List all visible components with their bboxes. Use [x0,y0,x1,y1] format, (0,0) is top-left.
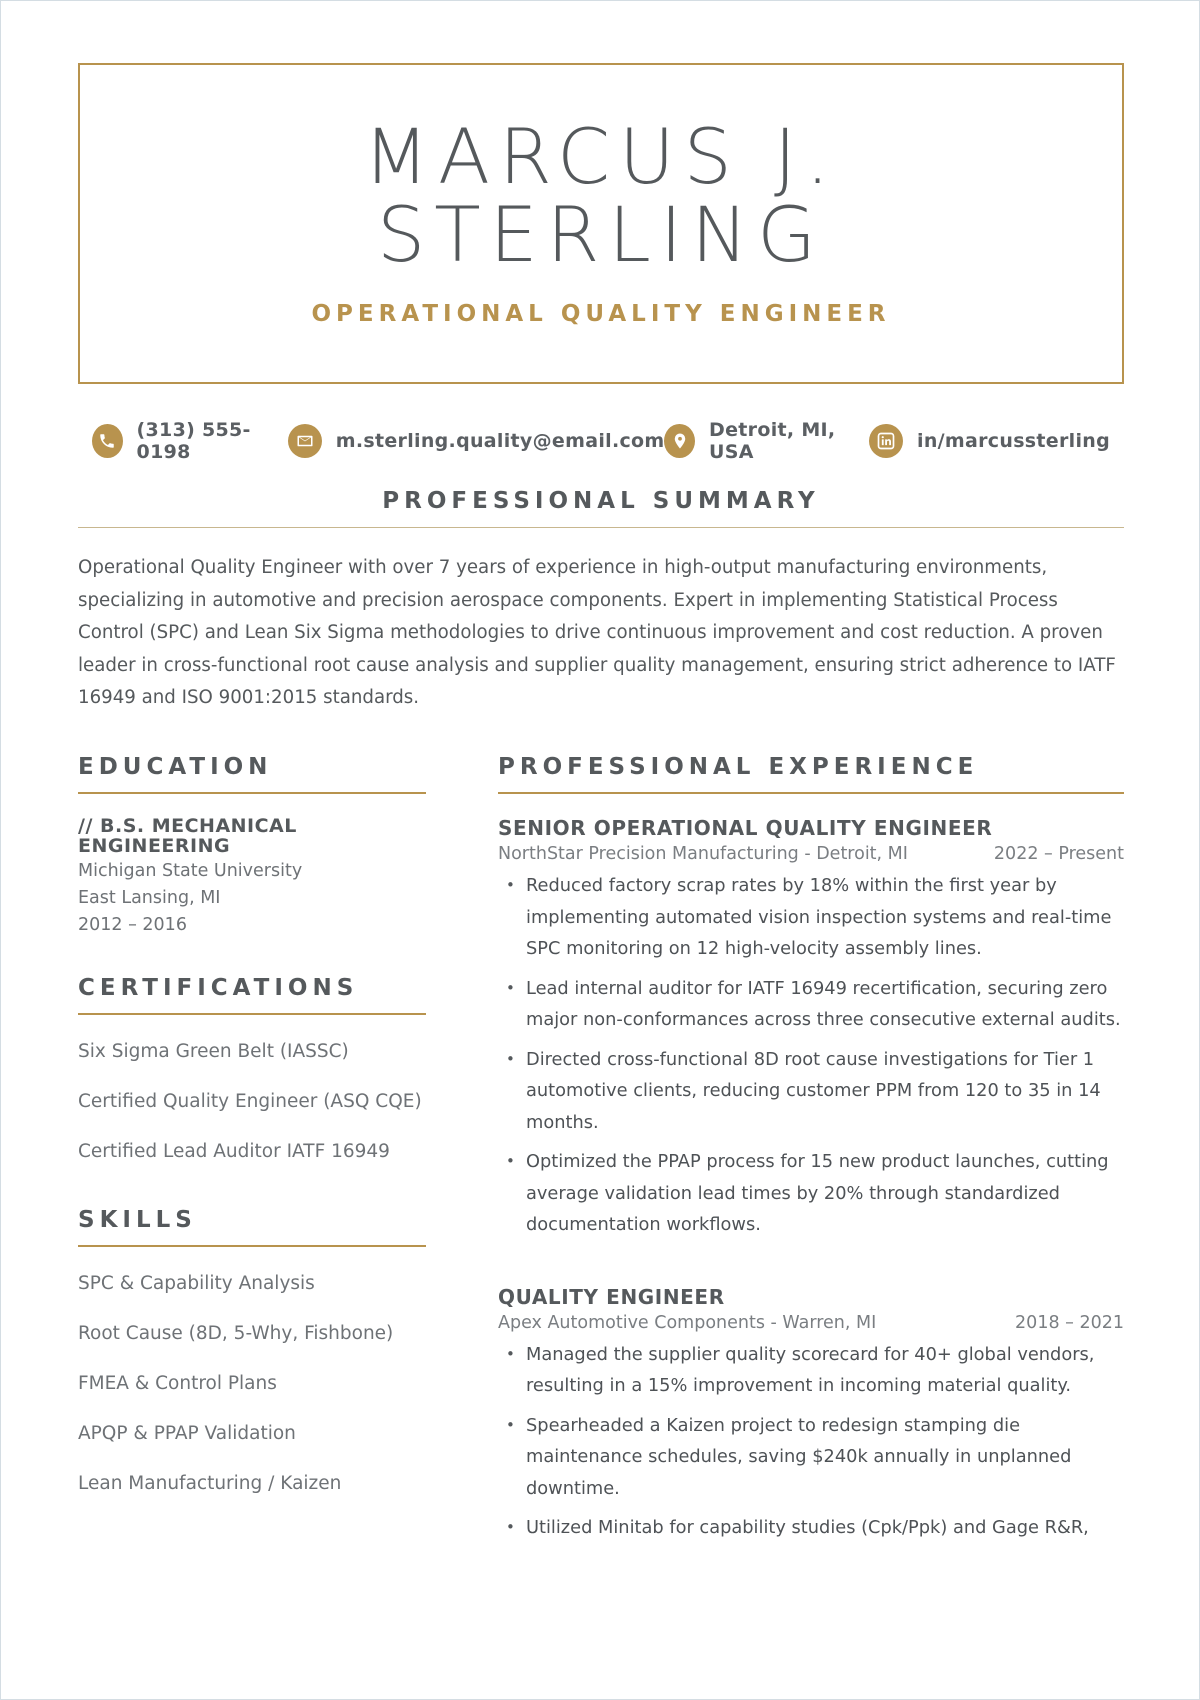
job-dates: 2018 – 2021 [1015,1312,1124,1333]
contact-email[interactable] [288,419,665,463]
linkedin-icon [869,424,903,458]
job-entry [498,1285,1124,1544]
job-bullet: • Directed cross-functional 8D root cause investigations for Tier 1 automotive clients, reducing customer PPM from 120 to 35 in 14 months. [498,1044,1124,1139]
phone-icon [92,424,123,458]
experience-heading: PROFESSIONAL EXPERIENCE [498,754,979,780]
job-title: QUALITY ENGINEER [498,1284,725,1309]
education-degree: // B.S. MECHANICAL ENGINEERING [78,815,297,857]
education-school: Michigan State University [78,861,303,881]
certifications-list [78,1035,426,1169]
contact-phone[interactable] [92,419,288,463]
candidate-name [80,112,1122,279]
right-column [498,754,1124,1544]
education-heading: EDUCATION [78,754,273,780]
left-column [78,754,426,1501]
phone-text: (313) 555-0198 [136,419,251,463]
skills-heading: SKILLS [78,1207,197,1233]
certification-item: Certified Lead Auditor IATF 16949 [78,1141,390,1162]
skill-item: Root Cause (8D, 5-Why, Fishbone) [78,1323,394,1344]
job-bullet: • Lead internal auditor for IATF 16949 recertification, securing zero major non-conformances across three consecutive external audits. [498,973,1124,1036]
map-pin-icon [664,424,695,458]
skill-item: Lean Manufacturing / Kaizen [78,1473,342,1494]
certification-item: Six Sigma Green Belt (IASSC) [78,1041,349,1062]
name-header [78,63,1124,384]
skill-item: APQP & PPAP Validation [78,1423,296,1444]
linkedin-text: in/marcussterling [917,430,1110,452]
job-bullet: • Spearheaded a Kaizen project to redesign stamping die maintenance schedules, saving $240k annually in unplanned downtime. [498,1410,1124,1505]
summary-text: Operational Quality Engineer with over 7 years of experience in high-output manufacturing environments, specializing in automotive and precision aerospace components. Expert in implementing Statistical Process Control (SPC) and Lean Six Sigma methodologies to drive continuous improvement and cost reduction. A proven leader in cross-functional root cause analysis and supplier quality management, ensuring strict adherence to IATF 16949 and ISO 9001:2015 standards. [78,557,1116,708]
job-meta [498,844,1124,864]
education-location: East Lansing, MI [78,888,221,908]
contact-location [664,419,869,463]
summary-heading: PROFESSIONAL SUMMARY [382,488,820,514]
experience-divider [498,792,1124,794]
skill-item: SPC & Capability Analysis [78,1273,315,1294]
job-bullet: • Optimized the PPAP process for 15 new product launches, cutting average validation lead times by 20% through standardized documentation workflows. [498,1146,1124,1241]
certifications-heading: CERTIFICATIONS [78,975,359,1001]
mail-icon [288,424,322,458]
name-line-1: MARCUS J. [363,112,839,201]
skill-item: FMEA & Control Plans [78,1373,277,1394]
contact-linkedin[interactable] [869,419,1110,463]
job-title-headline: OPERATIONAL QUALITY ENGINEER [311,301,891,327]
skills-divider [78,1245,426,1247]
job-bullet: • Managed the supplier quality scorecard for 40+ global vendors, resulting in a 15% improvement in incoming material quality. [498,1339,1124,1402]
job-company: NorthStar Precision Manufacturing - Detroit, MI [498,844,908,864]
job-entry [498,816,1124,1241]
job-meta [498,1313,1124,1333]
certification-item: Certified Quality Engineer (ASQ CQE) [78,1091,422,1112]
skills-list [78,1267,426,1501]
education-dates: 2012 – 2016 [78,915,187,935]
name-line-2: STERLING [377,190,825,279]
job-bullet: • Reduced factory scrap rates by 18% within the first year by implementing automated vision inspection systems and real-time SPC monitoring on 12 high-velocity assembly lines. [498,870,1124,965]
summary-divider [78,527,1124,528]
education-divider [78,792,426,794]
job-bullets [498,1339,1124,1544]
job-bullets [498,870,1124,1241]
job-company: Apex Automotive Components - Warren, MI [498,1312,877,1333]
job-bullet: • Utilized Minitab for capability studies (Cpk/Ppk) and Gage R&R, [498,1512,1124,1544]
job-dates: 2022 – Present [993,844,1124,864]
job-title: SENIOR OPERATIONAL QUALITY ENGINEER [498,816,993,840]
email-text: m.sterling.quality@email.com [335,430,665,452]
contact-bar [78,419,1124,463]
certifications-divider [78,1013,426,1015]
location-text: Detroit, MI, USA [709,419,836,463]
